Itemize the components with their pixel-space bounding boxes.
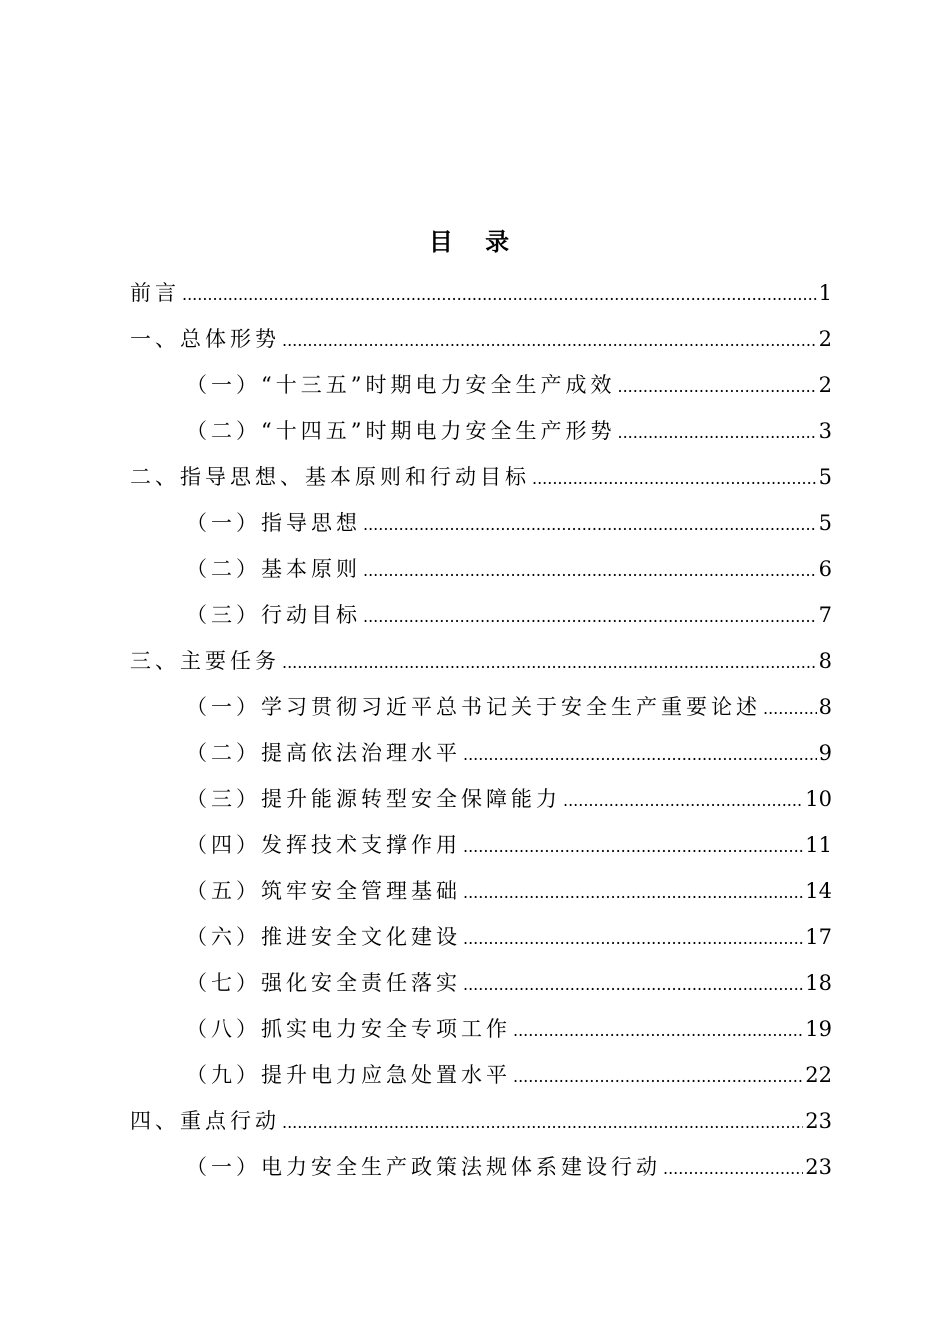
toc-entry[interactable]: [130, 316, 832, 362]
toc-entry-label: （二）“十四五”时期电力安全生产形势: [186, 419, 616, 443]
toc-leader-dots: [363, 548, 817, 594]
toc-entry[interactable]: [130, 1052, 832, 1098]
toc-entry-label: （七）强化安全责任落实: [186, 971, 461, 995]
toc-leader-dots: [463, 916, 803, 962]
toc-entry-page: 3: [818, 419, 832, 443]
toc-entry-page: 1: [818, 281, 832, 305]
toc-entry-page: 22: [805, 1063, 832, 1087]
toc-entry[interactable]: [130, 592, 832, 638]
toc-leader-dots: [363, 594, 817, 640]
toc-entry-label: （一）电力安全生产政策法规体系建设行动: [186, 1155, 661, 1179]
toc-leader-dots: [282, 318, 817, 364]
toc-entry-page: 23: [805, 1109, 832, 1133]
toc-leader-dots: [532, 456, 817, 502]
toc-leader-dots: [513, 1008, 803, 1054]
toc-entry-page: 9: [818, 741, 832, 765]
toc-entry-label: （五）筑牢安全管理基础: [186, 879, 461, 903]
toc-entry[interactable]: [130, 408, 832, 454]
toc-leader-dots: [182, 272, 817, 318]
toc-title: 目 录: [428, 228, 522, 256]
toc-entry-label: 二、指导思想、基本原则和行动目标: [130, 465, 530, 489]
toc-entry[interactable]: [130, 500, 832, 546]
toc-entry[interactable]: [130, 362, 832, 408]
toc-entry[interactable]: [130, 822, 832, 868]
toc-leader-dots: [563, 778, 803, 824]
toc-entry[interactable]: [130, 730, 832, 776]
toc-leader-dots: [463, 732, 817, 778]
toc-entry-page: 18: [805, 971, 832, 995]
toc-entry-label: （一）指导思想: [186, 511, 361, 535]
toc-entry[interactable]: [130, 776, 832, 822]
toc-entry[interactable]: [130, 270, 832, 316]
toc-entry[interactable]: [130, 1006, 832, 1052]
toc-entry[interactable]: [130, 454, 832, 500]
toc-entry[interactable]: [130, 684, 832, 730]
toc-entry-page: 8: [818, 649, 832, 673]
toc-entry-label: （八）抓实电力安全专项工作: [186, 1017, 511, 1041]
toc-entry-label: 三、主要任务: [130, 649, 280, 673]
toc-entry-label: （一）“十三五”时期电力安全生产成效: [186, 373, 616, 397]
toc-leader-dots: [663, 1146, 803, 1192]
toc-entry-page: 19: [805, 1017, 832, 1041]
toc-leader-dots: [617, 364, 816, 410]
toc-entry-label: 前言: [130, 281, 180, 305]
toc-list: [130, 270, 832, 1190]
toc-entry-label: （三）提升能源转型安全保障能力: [186, 787, 561, 811]
toc-entry-label: （三）行动目标: [186, 603, 361, 627]
toc-leader-dots: [617, 410, 816, 456]
toc-entry-page: 8: [818, 695, 832, 719]
toc-leader-dots: [282, 640, 817, 686]
toc-entry-label: （二）基本原则: [186, 557, 361, 581]
toc-leader-dots: [463, 962, 803, 1008]
toc-entry-label: （二）提高依法治理水平: [186, 741, 461, 765]
toc-entry-label: （四）发挥技术支撑作用: [186, 833, 461, 857]
toc-leader-dots: [363, 502, 817, 548]
toc-entry-page: 10: [805, 787, 832, 811]
toc-entry-page: 5: [818, 511, 832, 535]
toc-entry-page: 14: [805, 879, 832, 903]
toc-entry-label: （一）学习贯彻习近平总书记关于安全生产重要论述: [186, 695, 761, 719]
toc-entry-label: （六）推进安全文化建设: [186, 925, 461, 949]
toc-entry-page: 5: [818, 465, 832, 489]
toc-entry-page: 17: [805, 925, 832, 949]
toc-entry[interactable]: [130, 914, 832, 960]
toc-entry-page: 6: [818, 557, 832, 581]
toc-entry-page: 2: [818, 373, 832, 397]
toc-entry[interactable]: [130, 546, 832, 592]
toc-entry[interactable]: [130, 1144, 832, 1190]
toc-entry[interactable]: [130, 960, 832, 1006]
toc-entry-page: 11: [805, 833, 832, 857]
toc-leader-dots: [463, 824, 803, 870]
toc-entry-label: 四、重点行动: [130, 1109, 280, 1133]
toc-entry[interactable]: [130, 638, 832, 684]
toc-entry-page: 7: [818, 603, 832, 627]
toc-entry-label: （九）提升电力应急处置水平: [186, 1063, 511, 1087]
toc-entry-page: 23: [805, 1155, 832, 1179]
toc-leader-dots: [282, 1100, 803, 1146]
toc-entry-page: 2: [818, 327, 832, 351]
toc-leader-dots: [763, 686, 817, 732]
toc-entry-label: 一、总体形势: [130, 327, 280, 351]
toc-leader-dots: [463, 870, 803, 916]
toc-entry[interactable]: [130, 1098, 832, 1144]
toc-entry[interactable]: [130, 868, 832, 914]
toc-leader-dots: [513, 1054, 803, 1100]
